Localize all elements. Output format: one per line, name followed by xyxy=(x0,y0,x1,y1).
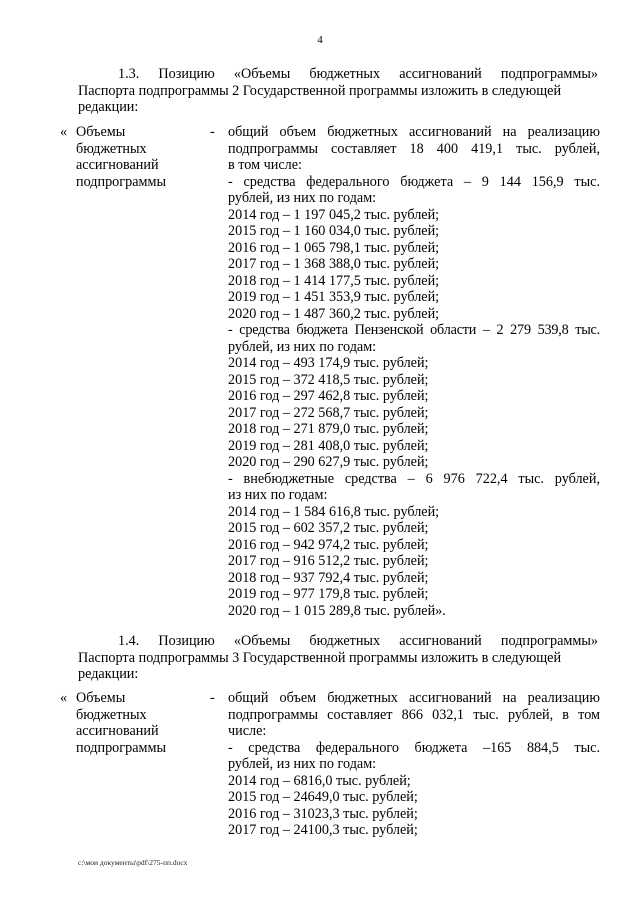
footer-file-path: c:\мои документы\pdf\275-пп.docx xyxy=(78,858,188,867)
section-1-3-intro xyxy=(78,66,598,116)
opening-quote: « xyxy=(60,124,68,140)
section-1-4-intro xyxy=(78,633,598,683)
content-line: рублей, из них по годам: xyxy=(228,190,377,206)
section-1-3-intro-line3: редакции: xyxy=(78,99,139,115)
content-line: 2020 год – 290 627,9 тыс. рублей; xyxy=(228,454,429,470)
label-line: бюджетных xyxy=(76,140,147,157)
page-number: 4 xyxy=(317,34,323,46)
content-line: 2017 год – 24100,3 тыс. рублей; xyxy=(228,822,418,838)
content-line: подпрограммы составляет 866 032,1 тыс. рублей, в том xyxy=(228,706,600,723)
content-line: 2016 год – 1 065 798,1 тыс. рублей; xyxy=(228,239,440,256)
content-line: общий объем бюджетных ассигнований на реализацию xyxy=(228,124,600,140)
section-1-3-table xyxy=(60,124,605,624)
content-line: 2014 год – 493 174,9 тыс. рублей; xyxy=(228,355,429,371)
content-line: 2020 год – 1 015 289,8 тыс. рублей». xyxy=(228,602,446,619)
label-line: ассигнований xyxy=(76,723,159,739)
content-line: 2016 год – 31023,3 тыс. рублей; xyxy=(228,805,418,822)
content-line: 2015 год – 602 357,2 тыс. рублей; xyxy=(228,520,429,536)
section-1-4-intro-line1: 1.4. Позицию «Объемы бюджетных ассигнований подпрограммы» xyxy=(118,633,598,649)
content-line: - внебюджетные средства – 6 976 722,4 тыс. рублей, xyxy=(228,470,600,487)
content-line: 2014 год – 1 197 045,2 тыс. рублей; xyxy=(228,206,440,223)
content-line: - средства федерального бюджета – 9 144 156,9 тыс. xyxy=(228,173,600,190)
content-line: 2020 год – 1 487 360,2 тыс. рублей; xyxy=(228,305,440,322)
section-1-3-intro-line2: Паспорта подпрограммы 2 Государственной программы изложить в следующей xyxy=(78,82,562,99)
content-line: 2015 год – 1 160 034,0 тыс. рублей; xyxy=(228,223,440,239)
content-line: 2014 год – 1 584 616,8 тыс. рублей; xyxy=(228,503,440,520)
content-line: 2016 год – 297 462,8 тыс. рублей; xyxy=(228,388,429,404)
budget-label xyxy=(76,690,206,756)
label-line: подпрограммы xyxy=(76,173,166,190)
content-line: подпрограммы составляет 18 400 419,1 тыс. рублей, xyxy=(228,140,600,157)
content-line: - средства федерального бюджета –165 884,5 тыс. xyxy=(228,739,600,756)
label-line: ассигнований xyxy=(76,157,159,173)
content-line: 2016 год – 942 974,2 тыс. рублей; xyxy=(228,536,429,553)
content-line: 2017 год – 1 368 388,0 тыс. рублей; xyxy=(228,256,440,272)
section-1-4-intro-line2: Паспорта подпрограммы 3 Государственной программы изложить в следующей xyxy=(78,649,562,666)
section-1-4-intro-line3: редакции: xyxy=(78,666,139,682)
content-line: 2017 год – 272 568,7 тыс. рублей; xyxy=(228,404,429,421)
label-line: подпрограммы xyxy=(76,739,166,756)
budget-content xyxy=(228,124,600,619)
content-line: 2019 год – 977 179,8 тыс. рублей; xyxy=(228,586,429,602)
label-line: бюджетных xyxy=(76,706,147,723)
section-1-3-intro-line1: 1.3. Позицию «Объемы бюджетных ассигнований подпрограммы» xyxy=(118,66,598,82)
content-line: из них по годам: xyxy=(228,487,328,503)
content-line: 2015 год – 372 418,5 тыс. рублей; xyxy=(228,371,429,388)
content-line: - средства бюджета Пензенской области – 2 279 539,8 тыс. xyxy=(228,322,600,338)
content-line: рублей, из них по годам: xyxy=(228,756,377,772)
separator-dash: - xyxy=(210,124,215,140)
content-line: общий объем бюджетных ассигнований на реализацию xyxy=(228,690,600,706)
label-line: Объемы xyxy=(76,690,126,706)
budget-label xyxy=(76,124,206,190)
content-line: 2018 год – 1 414 177,5 тыс. рублей; xyxy=(228,272,440,289)
content-line: 2018 год – 271 879,0 тыс. рублей; xyxy=(228,421,429,437)
budget-content xyxy=(228,690,600,839)
section-1-4-table xyxy=(60,690,605,840)
content-line: 2015 год – 24649,0 тыс. рублей; xyxy=(228,789,418,805)
opening-quote: « xyxy=(60,690,68,706)
content-line: 2019 год – 1 451 353,9 тыс. рублей; xyxy=(228,289,440,305)
content-line: 2017 год – 916 512,2 тыс. рублей; xyxy=(228,553,429,569)
content-line: числе: xyxy=(228,723,267,739)
content-line: 2019 год – 281 408,0 тыс. рублей; xyxy=(228,437,429,454)
separator-dash: - xyxy=(210,690,215,706)
content-line: рублей, из них по годам: xyxy=(228,338,377,355)
label-line: Объемы xyxy=(76,124,126,140)
content-line: 2018 год – 937 792,4 тыс. рублей; xyxy=(228,569,429,586)
content-line: в том числе: xyxy=(228,157,302,173)
content-line: 2014 год – 6816,0 тыс. рублей; xyxy=(228,772,411,789)
